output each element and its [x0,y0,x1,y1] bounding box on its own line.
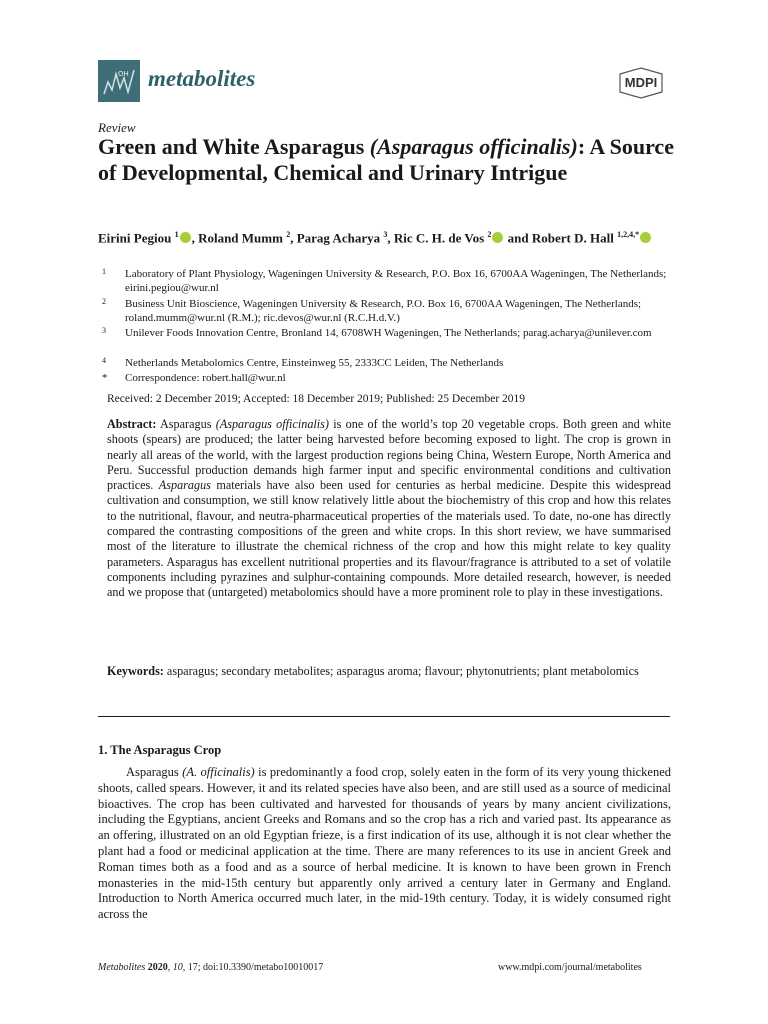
section-heading: 1. The Asparagus Crop [98,743,222,757]
mdpi-logo[interactable] [612,66,670,100]
divider [98,716,670,717]
abstract: Abstract: Asparagus (Asparagus officinalis) is one of the world’s top 20 vegetable crops. Both green and white shoots (spears) are produced; the latter being harvested before becoming exposed to light. The crop is grown in nearly all areas of the world, with the largest production regions being China, Western Europe, North America and Peru. Successful production demands high farmer input and specific environmental conditions and cultivation practices. Asparagus materials have also been used for centuries as herbal medicine. Despite this widespread cultivation and consumption, we still know relatively little about the biochemistry of this crop and how this relates to the nutritional, flavour, and neutra-pharmaceutical properties of the materials used. To date, no-one has directly compared the contrasting compositions of the green and white crops. In this short review, we have summarised most of the literature to illustrate the chemical richness of the crop and how this might relate to key quality parameters. Asparagus has excellent nutritional properties and its flavour/fragrance is attributed to a set of volatile components including pyrazines and sulphur-containing compounds. More detailed research, however, is needed and we propose that (untargeted) metabolomics should have a more prominent role to play in these investigations. [107,417,672,600]
publication-dates: Received: 2 December 2019; Accepted: 18 December 2019; Published: 25 December 2019 [107,393,526,405]
body-paragraph: Asparagus (A. officinalis) is predominantly a food crop, solely eaten in the form of its very young thickened shoots, called spears. However, it and its related species have also been, and are still used as a source of medicinal bioactives. The crop has been cultivated and harvested for thousands of years by many ancient civilizations, including the Egyptians, ancient Greeks and Romans and so the crop has a rich and varied past. Its appearance as an offering, illustrated on an old Egyptian frieze, is a first indication of its use, although it is not clear whether the plant had a food or medicinal application at the time. There are many references to its use in ancient Greek and Roman times both as a food and as a source of herbal medicine. It is known to have been grown in French monasteries in the mid-15th century but apparently only arrived a century later in Germany and England. Introduction to North America occurred much later, in the mid-19th century. Today, it is widely consumed right across the [98,765,672,922]
svg-text:OH: OH [118,70,129,78]
journal-url-link[interactable]: www.mdpi.com/journal/metabolites [498,962,642,973]
journal-logo-icon [98,60,140,102]
article-type: Review [98,120,136,135]
journal-name[interactable]: metabolites [148,66,256,91]
author-name[interactable]: and Robert D. Hall [504,230,614,246]
author-list: Eirini Pegiou $^1$ , Roland Mumm $^2$, Parag Acharya $^3$, Ric C. H. de Vos $^2$ and Robert D. Hall $^{1,2,4,*}$ [98,226,678,247]
author-name[interactable]: , Parag Acharya [290,230,381,246]
keywords: Keywords: asparagus; secondary metabolites; asparagus aroma; flavour; phytonutrients; plant metabolomics [107,664,639,678]
orcid-icon[interactable] [180,232,191,243]
author-name[interactable]: Eirini Pegiou [98,230,172,246]
svg-text:MDPI: MDPI [624,75,658,90]
author-name[interactable]: , Ric C. H. de Vos [387,230,485,246]
paper-title: Green and White Asparagus (Asparagus officinalis): A Source of Developmental, Chemical and Urinary Intrigue [98,134,674,185]
orcid-icon[interactable] [640,232,651,243]
author-name[interactable]: , Roland Mumm [191,230,283,246]
citation-footer: Metabolites 2020, 10, 17; doi:10.3390/metabo10010017 [98,962,324,973]
orcid-icon[interactable] [492,232,503,243]
